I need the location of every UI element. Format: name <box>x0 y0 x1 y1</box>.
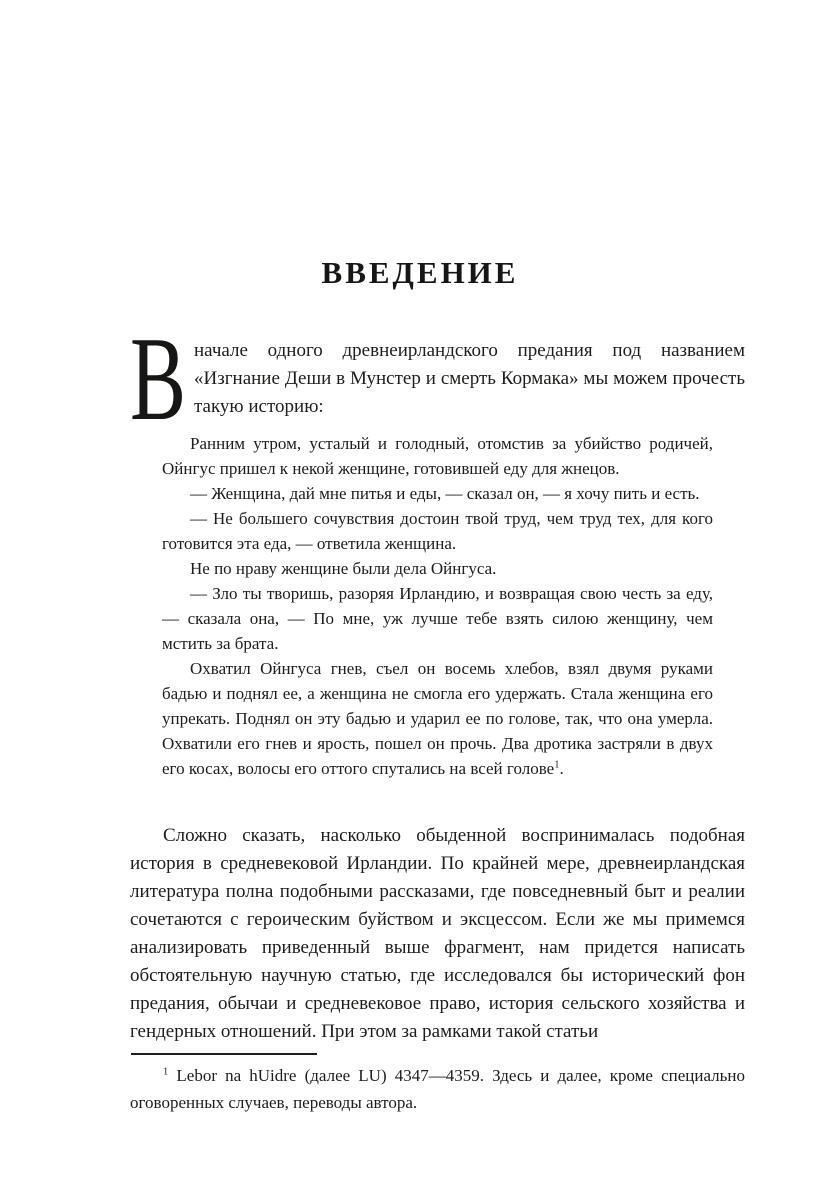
footnote-rule <box>131 1053 317 1055</box>
opening-paragraph-text: начале одного древнеирландского предания под названием «Изгнание Деши в Мунстер и смерть Кормака» мы можем прочесть такую историю: <box>194 340 745 417</box>
opening-paragraph <box>130 312 745 445</box>
quote-paragraph: — Женщина, дай мне питья и еды, — сказал он, — я хочу пить и есть. <box>190 484 700 503</box>
footnote <box>130 1062 745 1116</box>
footnote-line <box>130 1062 745 1116</box>
quote-final-terminal: . <box>559 759 564 778</box>
footnote-text: Lebor na hUidre (далее LU) 4347—4359. Здесь и далее, кроме специально оговоренных случаев, переводы автора. <box>130 1066 746 1112</box>
quote-paragraph-final <box>162 656 713 781</box>
body-paragraph: Сложно сказать, насколько обыденной воспринималась подобная история в средневековой Ирландии. По крайней мере, древнеирландская литература полна подобными рассказами, где повседневный быт и реалии сочетаются с героическим буйством и эксцессом. Если же мы примемся анализировать приведенный выше фрагмент, нам придется написать обстоятельную научную статью, где исследовался бы исторический фон предания, обычаи и средневековое право, история сельского хозяйства и гендерных отношений. При этом за рамками такой статьи <box>130 825 745 1042</box>
chapter-title: ВВЕДЕНИЕ <box>321 254 519 290</box>
quote-final-text: Охватил Ойнгуса гнев, съел он восемь хлебов, взял двумя руками бадью и поднял ее, а женщина не смогла его удержать. Стала женщина его упрекать. Поднял он эту бадью и ударил ее по голове, так, что она умерла. Охватили его гнев и ярость, пошел он прочь. Два дротика застряли в двух его косах, волосы его оттого спутались на всей голове <box>162 659 713 778</box>
drop-cap: В <box>130 312 187 445</box>
footnote-marker: 1 <box>163 1066 169 1078</box>
block-quote <box>162 431 713 781</box>
quote-paragraph: — Не большего сочувствия достоин твой труд, чем труд тех, для кого готовится эта еда, — ответила женщина. <box>162 509 713 553</box>
footnote-reference: 1 <box>554 759 560 771</box>
quote-paragraph: — Зло ты творишь, разоряя Ирландию, и возвращая свою честь за еду, — сказала она, — По мне, уж лучше тебе взять силою женщину, чем мстить за брата. <box>162 584 713 653</box>
quote-paragraph: Ранним утром, усталый и голодный, отомстив за убийство родичей, Ойнгус пришел к некой женщине, готовившей еду для жнецов. <box>162 434 713 478</box>
quote-paragraph: Не по нраву женщине были дела Ойнгуса. <box>190 559 497 578</box>
